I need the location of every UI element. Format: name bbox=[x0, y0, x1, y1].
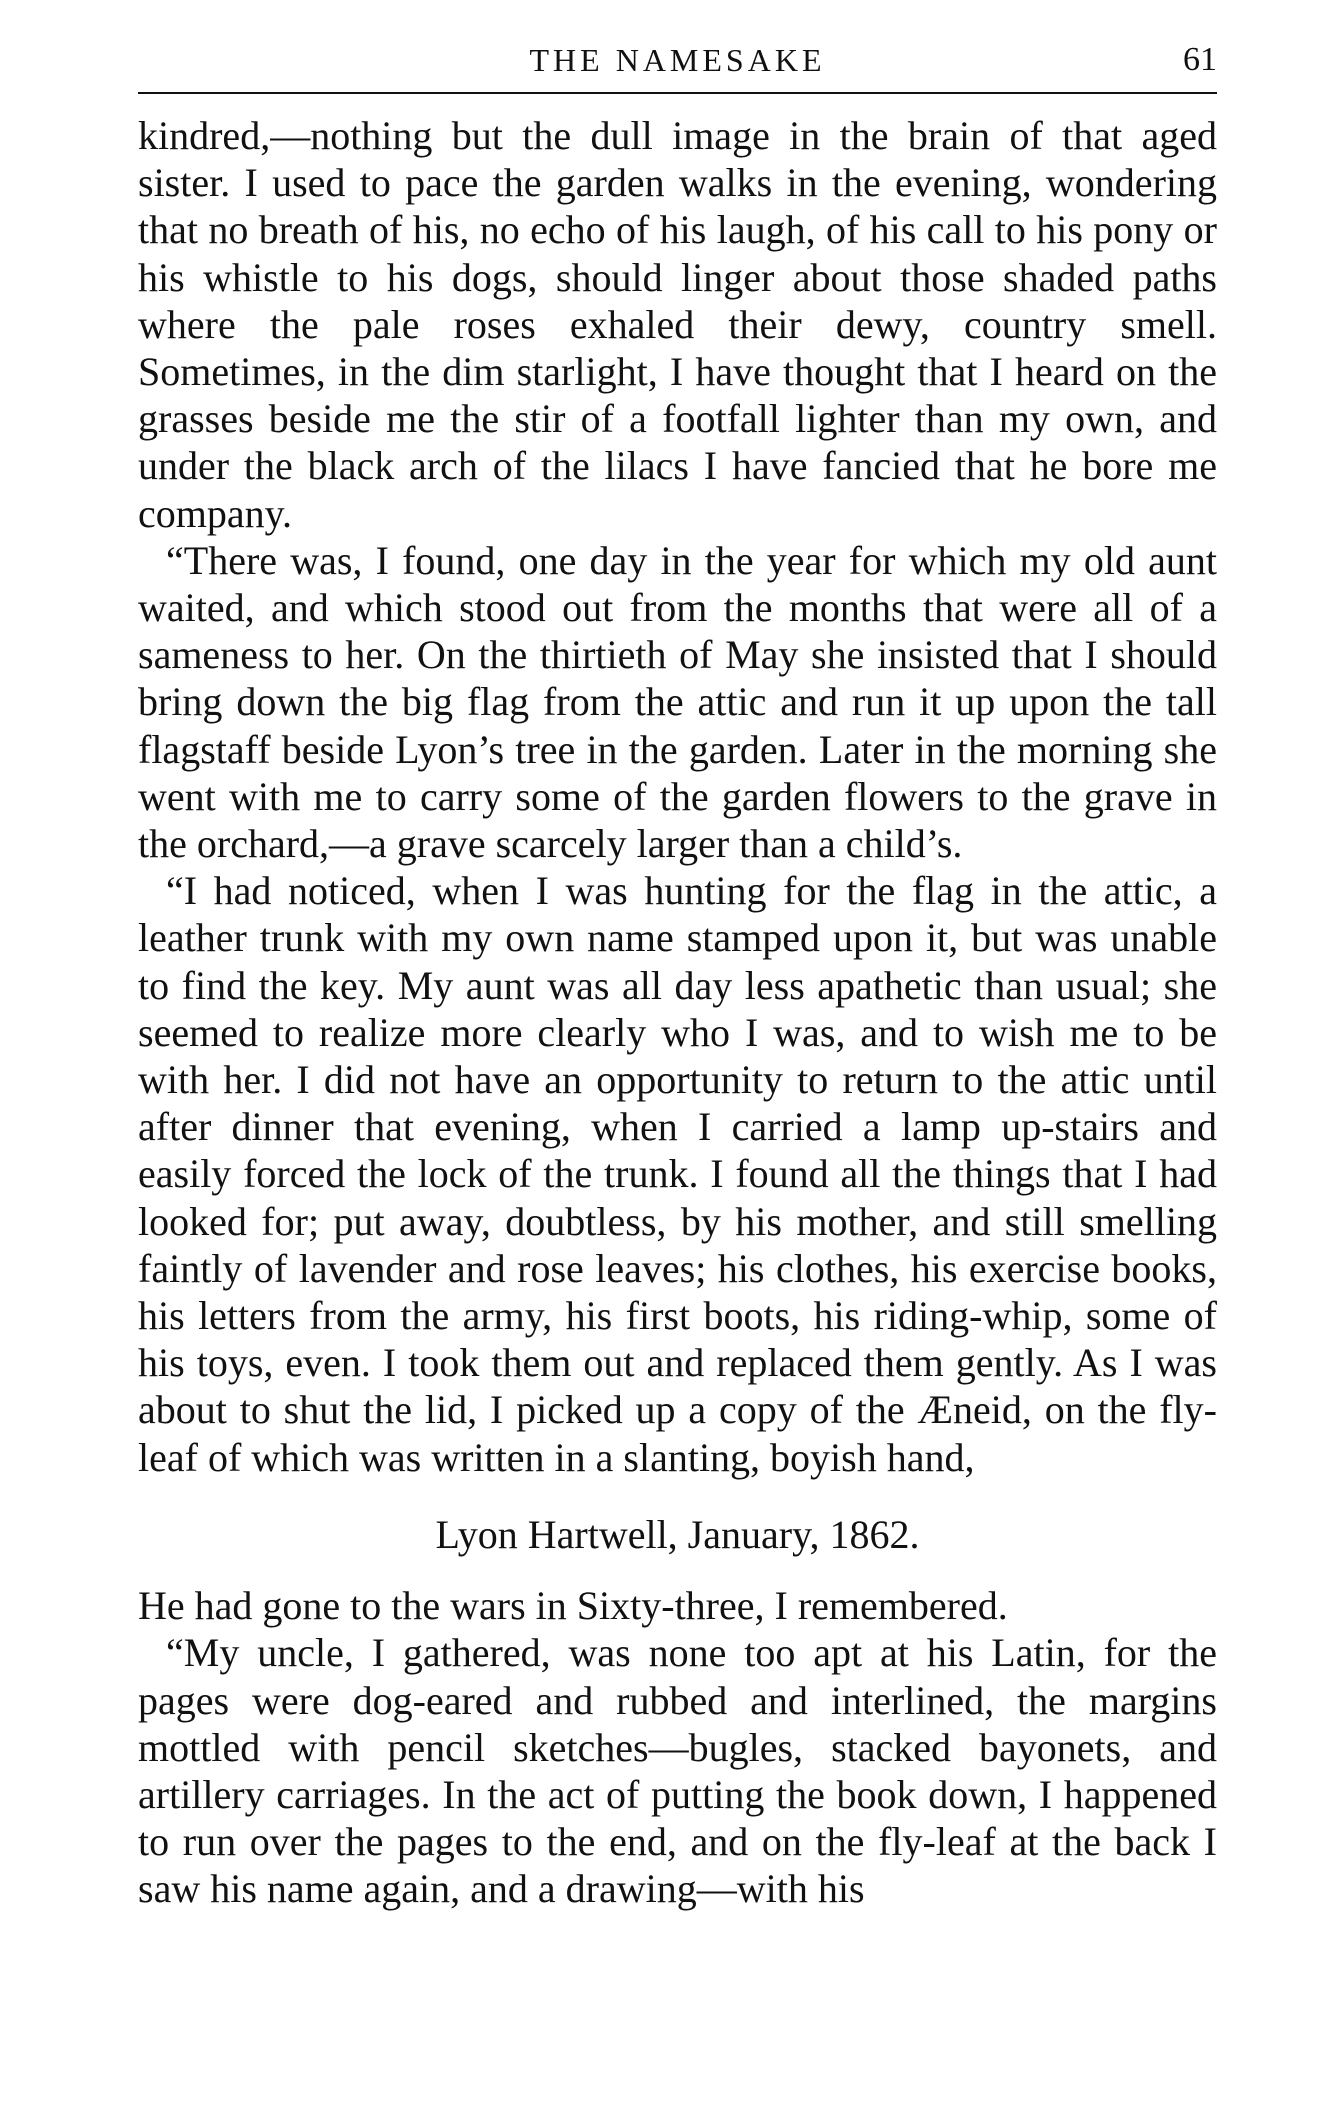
paragraph-wars: He had gone to the wars in Sixty-three, I remembered. bbox=[138, 1583, 1008, 1629]
paragraph-flag-day: “There was, I found, one day in the year for which my old aunt waited, and which stood out from the months that were all of a sameness to her. On the thirtieth of May she insisted that I should bring down the big flag from the attic and run it up upon the tall flagstaff beside Lyon’s tree in the garden. Later in the morning she went with me to carry some of the garden flowers to the grave in the orchard,—a grave scarcely larger than a child’s. bbox=[138, 537, 1217, 867]
paragraph-continuation: kindred,—nothing but the dull image in the brain of that aged sister. I used to pace the garden walks in the evening, wondering that no breath of his, no echo of his laugh, of his call to his pony or his whistle to his dogs, should linger about those shaded paths where the pale roses exhaled their dewy, country smell. Sometimes, in the dim starlight, I have thought that I heard on the grasses beside me the stir of a footfall lighter than my own, and under the black arch of the lilacs I have fancied that he bore me company. bbox=[138, 113, 1217, 536]
running-title: THE NAMESAKE bbox=[529, 42, 826, 78]
paragraph-latin: “My uncle, I gathered, was none too apt at his Latin, for the pages were dog-eared and rubbed and interlined, the margins mottled with pencil sketches—bugles, stacked bayonets, and artillery carriages. In the act of putting the book down, I happened to run over the pages to the end, and on the fly-leaf at the back I saw his name again, and a drawing—with his bbox=[138, 1630, 1217, 1912]
running-head bbox=[138, 38, 1217, 88]
paragraph-trunk: “I had noticed, when I was hunting for the flag in the attic, a leather trunk with my own name stamped upon it, but was unable to find the key. My aunt was all day less apathetic than usual; she seemed to realize more clearly who I was, and to wish me to be with her. I did not have an opportunity to return to the attic until after dinner that evening, when I carried a lamp up-stairs and easily forced the lock of the trunk. I found all the things that I had looked for; put away, doubtless, by his mother, and still smelling faintly of lavender and rose leaves; his clothes, his exercise books, his letters from the army, his first boots, his riding-whip, some of his toys, even. I took them out and replaced them gently. As I was about to shut the lid, I picked up a copy of the Æneid, on the fly-leaf of which was written in a slanting, boyish hand, bbox=[138, 868, 1217, 1480]
page-number: 61 bbox=[1183, 41, 1217, 78]
header-rule bbox=[138, 92, 1217, 94]
body-text bbox=[138, 112, 1217, 1913]
inscription-line: Lyon Hartwell, January, 1862. bbox=[435, 1511, 920, 1557]
